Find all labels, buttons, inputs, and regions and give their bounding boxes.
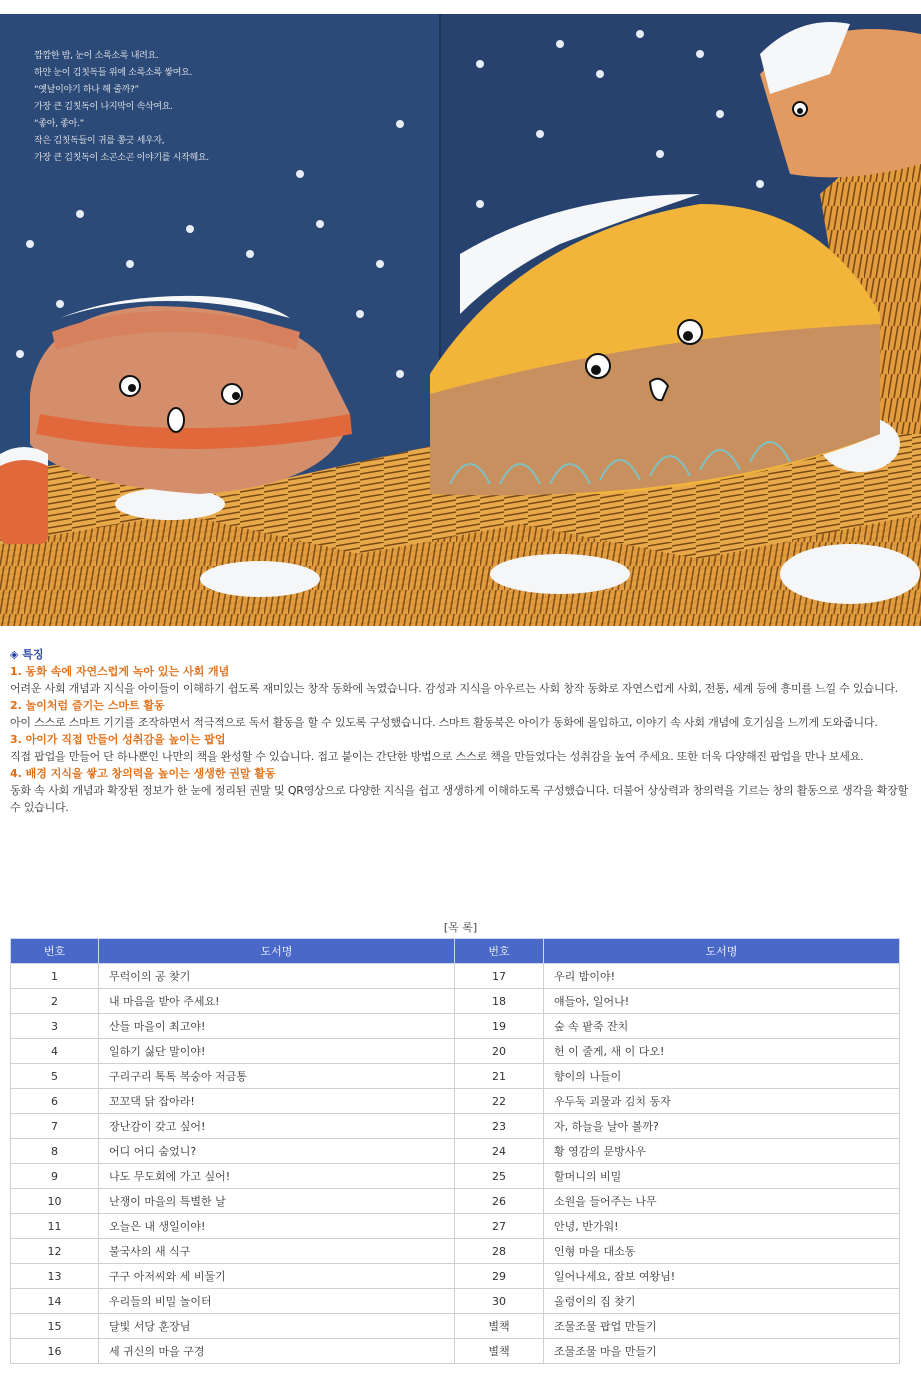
book-number: 2 <box>11 989 99 1014</box>
book-number: 16 <box>11 1339 99 1364</box>
book-number: 22 <box>455 1089 544 1114</box>
story-line: 깜깜한 밤, 눈이 소록소록 내려요. <box>34 51 159 61</box>
book-title: 올렁이의 집 찾기 <box>544 1289 900 1314</box>
book-number: 15 <box>11 1314 99 1339</box>
feature-body: 직접 팝업을 만들어 단 하나뿐인 나만의 책을 완성할 수 있습니다. 접고 붙이는 간단한 방법으로 스스로 책을 만들었다는 성취감을 높여 주세요. 또한 더욱 다양해진 팝업을 만나 보세요. <box>10 750 864 763</box>
book-number: 21 <box>455 1064 544 1089</box>
toc-body <box>11 964 900 1364</box>
book-title: 헌 이 줄게, 새 이 다오! <box>544 1039 900 1064</box>
book-title: 우리 밤이야! <box>544 964 900 989</box>
table-row <box>11 1039 900 1064</box>
book-title: 할머니의 비밀 <box>544 1164 900 1189</box>
feature-body: 동화 속 사회 개념과 확장된 정보가 한 눈에 정리된 권말 및 QR영상으로 다양한 지식을 쉽고 생생하게 이해하도록 구성했습니다. 더불어 상상력과 창의력을 기르는 창의 활동으로 생각을 확장할 수 있습니다. <box>10 784 908 814</box>
toc-title: [목 록] <box>443 921 478 934</box>
book-number: 20 <box>455 1039 544 1064</box>
book-number: 11 <box>11 1214 99 1239</box>
feature-title: 4. 배경 지식을 쌓고 창의력을 높이는 생생한 권말 활동 <box>10 767 276 780</box>
col-header-title: 도서명 <box>99 939 455 964</box>
book-title: 우두둑 괴물과 김치 동자 <box>544 1089 900 1114</box>
story-line: “좋아, 좋아.” <box>34 119 84 129</box>
table-row <box>11 1114 900 1139</box>
book-title: 달빛 서당 훈장님 <box>99 1314 455 1339</box>
book-title: 산들 마을이 최고야! <box>99 1014 455 1039</box>
book-number: 9 <box>11 1164 99 1189</box>
table-row <box>11 1189 900 1214</box>
book-title: 내 마음을 받아 주세요! <box>99 989 455 1014</box>
book-title: 자, 하늘을 날아 볼까? <box>544 1114 900 1139</box>
toc-header-row <box>11 939 900 964</box>
book-title: 무럭이의 공 찾기 <box>99 964 455 989</box>
story-line: 작은 김칫독들이 귀를 쫑긋 세우자, <box>34 136 165 146</box>
feature-title: 2. 놀이처럼 즐기는 스마트 활동 <box>10 699 165 712</box>
col-header-title: 도서명 <box>544 939 900 964</box>
book-number: 17 <box>455 964 544 989</box>
book-title: 안녕, 반가워! <box>544 1214 900 1239</box>
story-line: 가장 큰 김칫독이 나지막이 속삭여요. <box>34 102 173 112</box>
book-number: 19 <box>455 1014 544 1039</box>
table-row <box>11 1164 900 1189</box>
book-title: 구구 아저씨와 세 비둘기 <box>99 1264 455 1289</box>
table-row <box>11 1139 900 1164</box>
book-number: 8 <box>11 1139 99 1164</box>
book-number: 14 <box>11 1289 99 1314</box>
table-row <box>11 1014 900 1039</box>
book-title: 난쟁이 마을의 특별한 날 <box>99 1189 455 1214</box>
book-title: 일어나세요, 잠보 여왕님! <box>544 1264 900 1289</box>
book-title: 소원을 들어주는 나무 <box>544 1189 900 1214</box>
book-number: 26 <box>455 1189 544 1214</box>
book-title: 일하기 싫단 말이야! <box>99 1039 455 1064</box>
book-title: 조물조물 마을 만들기 <box>544 1339 900 1364</box>
book-title: 조물조물 팝업 만들기 <box>544 1314 900 1339</box>
book-number: 10 <box>11 1189 99 1214</box>
table-row <box>11 1239 900 1264</box>
table-row <box>11 1264 900 1289</box>
col-header-number: 번호 <box>455 939 544 964</box>
table-row <box>11 989 900 1014</box>
book-number: 3 <box>11 1014 99 1039</box>
book-title: 얘들아, 일어나! <box>544 989 900 1014</box>
book-number: 6 <box>11 1089 99 1114</box>
story-line: 가장 큰 김칫독이 소곤소곤 이야기를 시작해요. <box>34 153 209 163</box>
feature-title: 3. 아이가 직접 만들어 성취감을 높이는 팝업 <box>10 733 226 746</box>
book-title: 나도 무도회에 가고 싶어! <box>99 1164 455 1189</box>
table-row <box>11 1064 900 1089</box>
table-row <box>11 1089 900 1114</box>
story-line: “옛날이야기 하나 해 줄까?” <box>34 85 139 95</box>
book-title: 향이의 나들이 <box>544 1064 900 1089</box>
feature-body: 어려운 사회 개념과 지식을 아이들이 이해하기 쉽도록 재미있는 창작 동화에 녹였습니다. 감성과 지식을 아우르는 사회 창작 동화로 자연스럽게 사회, 전통, 세계 등에 흥미를 느낄 수 있습니다. <box>10 682 898 695</box>
book-title: 황 영감의 문방사우 <box>544 1139 900 1164</box>
features-section <box>10 646 908 816</box>
book-title: 어디 어디 숨었니? <box>99 1139 455 1164</box>
book-number: 24 <box>455 1139 544 1164</box>
book-number: 별책 <box>455 1314 544 1339</box>
book-number: 25 <box>455 1164 544 1189</box>
toc-table <box>10 938 900 1364</box>
book-title: 꼬꼬댁 닭 잡아라! <box>99 1089 455 1114</box>
book-number: 13 <box>11 1264 99 1289</box>
feature-title: 1. 동화 속에 자연스럽게 녹아 있는 사회 개념 <box>10 665 230 678</box>
book-number: 1 <box>11 964 99 989</box>
table-row <box>11 1289 900 1314</box>
book-number: 12 <box>11 1239 99 1264</box>
table-row <box>11 1314 900 1339</box>
story-line: 하얀 눈이 김칫독들 위에 소록소록 쌓여요. <box>34 68 193 78</box>
story-text <box>34 48 294 167</box>
book-title: 인형 마을 대소동 <box>544 1239 900 1264</box>
book-title: 불국사의 새 식구 <box>99 1239 455 1264</box>
book-title: 숲 속 팥죽 잔치 <box>544 1014 900 1039</box>
book-title: 장난감이 갖고 싶어! <box>99 1114 455 1139</box>
book-title: 오늘은 내 생일이야! <box>99 1214 455 1239</box>
book-title: 세 귀신의 마을 구경 <box>99 1339 455 1364</box>
col-header-number: 번호 <box>11 939 99 964</box>
book-number: 7 <box>11 1114 99 1139</box>
book-title: 우리들의 비밀 놀이터 <box>99 1289 455 1314</box>
book-number: 5 <box>11 1064 99 1089</box>
table-row <box>11 1339 900 1364</box>
book-number: 27 <box>455 1214 544 1239</box>
book-number: 30 <box>455 1289 544 1314</box>
book-title: 구리구리 톡톡 복숭아 저금통 <box>99 1064 455 1089</box>
book-number: 별책 <box>455 1339 544 1364</box>
book-illustration <box>0 14 921 626</box>
book-number: 23 <box>455 1114 544 1139</box>
feature-body: 아이 스스로 스마트 기기를 조작하면서 적극적으로 독서 활동을 할 수 있도록 구성했습니다. 스마트 활동북은 아이가 동화에 몰입하고, 이야기 속 사회 개념에 호기심을 느끼게 도와줍니다. <box>10 716 878 729</box>
book-number: 28 <box>455 1239 544 1264</box>
table-row <box>11 1214 900 1239</box>
book-number: 29 <box>455 1264 544 1289</box>
book-number: 4 <box>11 1039 99 1064</box>
features-heading: ◈ 특징 <box>10 648 44 661</box>
table-row <box>11 964 900 989</box>
book-number: 18 <box>455 989 544 1014</box>
